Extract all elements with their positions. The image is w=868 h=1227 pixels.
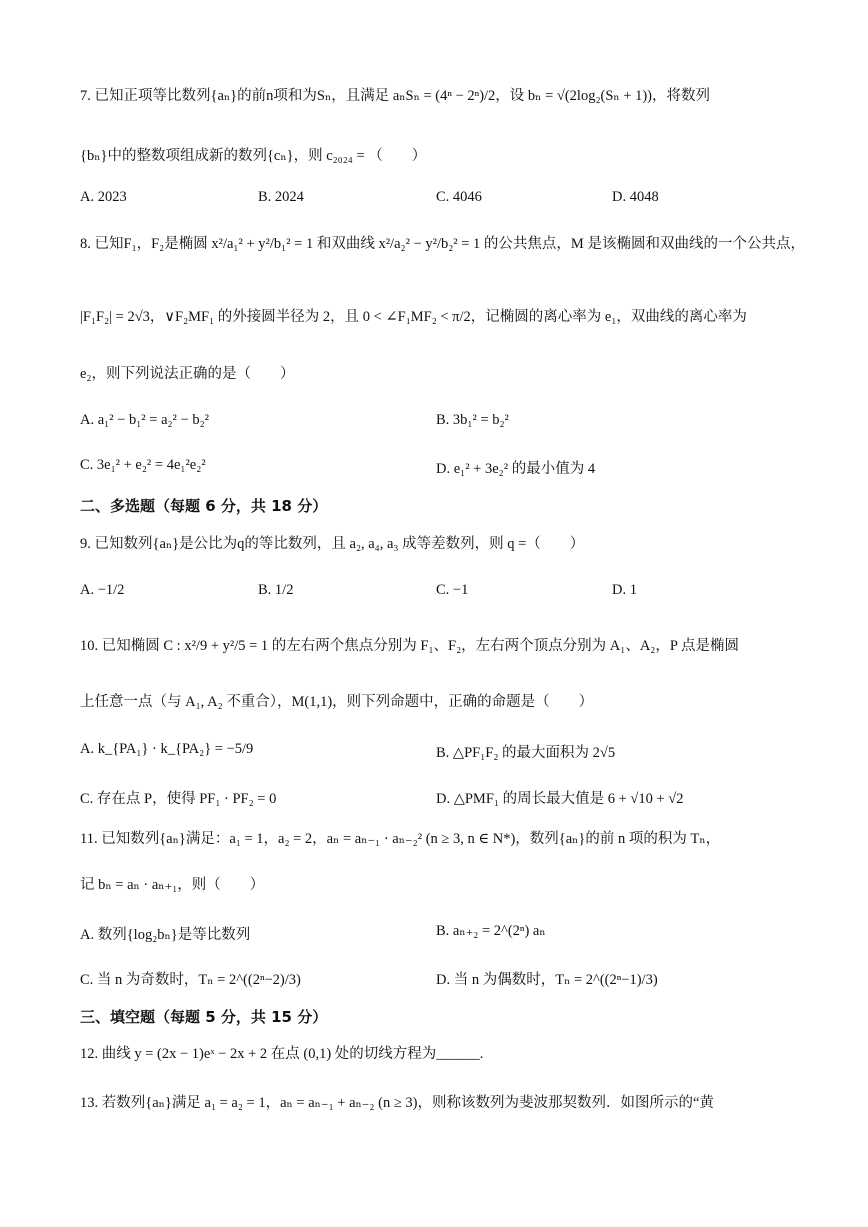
section-heading-multiple-choice: 二、多选题（每题 6 分，共 18 分） (80, 497, 328, 515)
q7-option-c: C. 4046 (436, 189, 482, 205)
q12-line1: 12. 曲线 y = (2x − 1)eˣ − 2x + 2 在点 (0,1) 处的切线方程为______. (80, 1046, 484, 1062)
q11-line2: 记 bₙ = aₙ · aₙ₊₁，则（ ） (80, 877, 265, 893)
q8-line2: |F₁F₂| = 2√3，∨F₂MF₁ 的外接圆半径为 2，且 0 < ∠F₁MF₂ < π/2，记椭圆的离心率为 e₁，双曲线的离心率为 (80, 309, 747, 325)
q10-option-d: D. △PMF₁ 的周长最大值是 6 + √10 + √2 (436, 791, 684, 807)
q11-option-b: B. aₙ₊₂ = 2^(2ⁿ) aₙ (436, 923, 546, 939)
q11-option-a: A. 数列{log₂bₙ}是等比数列 (80, 927, 251, 943)
q11-option-d: D. 当 n 为偶数时，Tₙ = 2^((2ⁿ−1)/3) (436, 972, 658, 988)
q8-option-b: B. 3b₁² = b₂² (436, 412, 509, 428)
q13-line1: 13. 若数列{aₙ}满足 a₁ = a₂ = 1，aₙ = aₙ₋₁ + aₙ₋₂ (n ≥ 3)，则称该数列为斐波那契数列．如图所示的“黄 (80, 1095, 714, 1111)
q9-option-a: A. −1/2 (80, 582, 125, 598)
q9-option-c: C. −1 (436, 582, 469, 598)
q7-option-b: B. 2024 (258, 189, 304, 205)
q9-option-b: B. 1/2 (258, 582, 294, 598)
q7-line1: 7. 已知正项等比数列{aₙ}的前n项和为Sₙ，且满足 aₙSₙ = (4ⁿ − 2ⁿ)/2，设 bₙ = √(2log₂(Sₙ + 1))，将数列 (80, 88, 711, 104)
q11-line1: 11. 已知数列{aₙ}满足：a₁ = 1，a₂ = 2，aₙ = aₙ₋₁ · aₙ₋₂² (n ≥ 3, n ∈ N*)，数列{aₙ}的前 n 项的积为 Tₙ， (80, 831, 721, 847)
q7-line2: {bₙ}中的整数项组成新的数列{cₙ}，则 c₂₀₂₄ = （ ） (80, 148, 427, 164)
q7-option-d: D. 4048 (612, 189, 659, 205)
q10-option-a: A. k_{PA₁} · k_{PA₂} = −5/9 (80, 741, 254, 757)
q8-option-c: C. 3e₁² + e₂² = 4e₁²e₂² (80, 457, 206, 473)
q10-line1: 10. 已知椭圆 C : x²/9 + y²/5 = 1 的左右两个焦点分别为 F₁、F₂，左右两个顶点分别为 A₁、A₂，P 点是椭圆 (80, 638, 739, 654)
q10-option-b: B. △PF₁F₂ 的最大面积为 2√5 (436, 745, 616, 761)
q10-option-c: C. 存在点 P，使得 PF₁ · PF₂ = 0 (80, 791, 277, 807)
q8-line3: e₂，则下列说法正确的是（ ） (80, 366, 295, 382)
q8-option-d: D. e₁² + 3e₂² 的最小值为 4 (436, 461, 596, 477)
section-heading-fill-in: 三、填空题（每题 5 分，共 15 分） (80, 1008, 328, 1026)
q7-option-a: A. 2023 (80, 189, 127, 205)
q8-line1: 8. 已知F₁，F₂是椭圆 x²/a₁² + y²/b₁² = 1 和双曲线 x²/a₂² − y²/b₂² = 1 的公共焦点，M 是该椭圆和双曲线的一个公共点， (80, 236, 805, 252)
q10-line2: 上任意一点（与 A₁, A₂ 不重合），M(1,1)，则下列命题中，正确的命题是（ ） (80, 694, 594, 710)
q9-line1: 9. 已知数列{aₙ}是公比为q的等比数列，且 a₂, a₄, a₃ 成等差数列，则 q =（ ） (80, 536, 585, 552)
q11-option-c: C. 当 n 为奇数时，Tₙ = 2^((2ⁿ−2)/3) (80, 972, 301, 988)
q9-option-d: D. 1 (612, 582, 637, 598)
q8-option-a: A. a₁² − b₁² = a₂² − b₂² (80, 412, 209, 428)
